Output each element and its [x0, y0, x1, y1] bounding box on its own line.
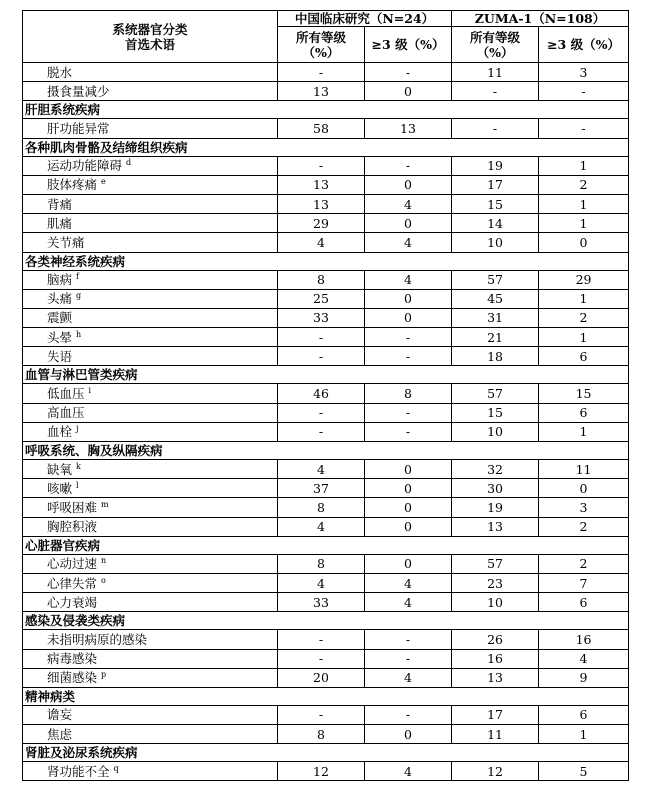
table-row: [23, 194, 629, 213]
preferred-term-cell: [23, 705, 278, 724]
preferred-term-cell: [23, 649, 278, 668]
china-grade3-cell: 0: [365, 725, 452, 744]
footnote-marker: g: [76, 291, 82, 301]
preferred-term-cell: [23, 422, 278, 441]
table-row: [23, 762, 629, 781]
adverse-events-table-page: [22, 10, 628, 781]
zuma-grade3-cell: 5: [539, 762, 629, 781]
system-organ-class-row: [23, 744, 629, 762]
zuma-all-grades-cell: 14: [452, 214, 539, 233]
zuma-grade3-cell: 1: [539, 214, 629, 233]
zuma-all-grades-cell: 10: [452, 593, 539, 612]
china-all-grades-cell: -: [278, 422, 365, 441]
preferred-term-cell: [23, 233, 278, 252]
china-grade3-cell: 0: [365, 498, 452, 517]
zuma-grade3-cell: 1: [539, 289, 629, 308]
preferred-term: 震颤: [47, 310, 73, 326]
preferred-term: 心力衰竭: [47, 594, 98, 610]
footnote-marker: m: [101, 499, 109, 509]
zuma-grade3-cell: 1: [539, 328, 629, 347]
footnote-marker: k: [76, 461, 81, 471]
zuma-grade3-cell: 6: [539, 403, 629, 422]
china-grade3-cell: -: [365, 422, 452, 441]
preferred-term-cell: [23, 725, 278, 744]
china-grade3-cell: 0: [365, 214, 452, 233]
preferred-term-cell: [23, 593, 278, 612]
preferred-term: 未指明病原的感染: [47, 631, 148, 647]
table-row: [23, 289, 629, 308]
china-grade3-cell: -: [365, 328, 452, 347]
header-zuma-grade3: ≥3 级（%）: [539, 27, 629, 63]
preferred-term: 心律失常: [47, 575, 98, 591]
system-organ-class-row: [23, 612, 629, 630]
table-row: [23, 460, 629, 479]
table-row: [23, 270, 629, 289]
system-organ-class-label: 肝胆系统疾病: [23, 101, 629, 119]
china-all-grades-cell: 4: [278, 460, 365, 479]
china-grade3-cell: -: [365, 705, 452, 724]
zuma-all-grades-cell: 45: [452, 289, 539, 308]
zuma-grade3-cell: 1: [539, 156, 629, 175]
china-all-grades-cell: 8: [278, 725, 365, 744]
system-organ-class-row: [23, 101, 629, 119]
zuma-all-grades-cell: -: [452, 82, 539, 101]
preferred-term-cell: [23, 119, 278, 138]
header-china-study: 中国临床研究（N=24）: [278, 11, 452, 27]
system-organ-class-label: 血管与淋巴管类疾病: [23, 366, 629, 384]
preferred-term: 低血压: [47, 386, 85, 402]
zuma-all-grades-cell: 16: [452, 649, 539, 668]
footnote-marker: n: [101, 556, 107, 566]
china-all-grades-cell: 12: [278, 762, 365, 781]
zuma-all-grades-cell: 18: [452, 347, 539, 366]
table-row: [23, 593, 629, 612]
china-grade3-cell: 4: [365, 270, 452, 289]
china-all-grades-cell: -: [278, 63, 365, 82]
table-row: [23, 668, 629, 687]
zuma-all-grades-cell: 32: [452, 460, 539, 479]
zuma-grade3-cell: 0: [539, 479, 629, 498]
header-term-label: 首选术语: [124, 36, 175, 52]
zuma-all-grades-cell: 31: [452, 308, 539, 327]
header-zuma1-study: ZUMA-1（N=108）: [452, 11, 629, 27]
china-grade3-cell: 4: [365, 762, 452, 781]
preferred-term: 胸腔积液: [47, 519, 98, 535]
zuma-grade3-cell: 0: [539, 233, 629, 252]
table-row: [23, 119, 629, 138]
footnote-marker: l: [76, 480, 79, 490]
header-system-term: [23, 11, 278, 63]
preferred-term-cell: [23, 384, 278, 403]
system-organ-class-row: [23, 442, 629, 460]
footnote-marker: q: [113, 763, 119, 773]
preferred-term: 背痛: [47, 196, 73, 212]
china-all-grades-cell: 13: [278, 175, 365, 194]
china-grade3-cell: 0: [365, 479, 452, 498]
zuma-all-grades-cell: 10: [452, 422, 539, 441]
system-organ-class-label: 呼吸系统、胸及纵隔疾病: [23, 442, 629, 460]
preferred-term: 脑病: [47, 272, 73, 288]
china-all-grades-cell: 33: [278, 593, 365, 612]
china-all-grades-cell: 29: [278, 214, 365, 233]
table-row: [23, 156, 629, 175]
china-grade3-cell: 13: [365, 119, 452, 138]
preferred-term-cell: [23, 347, 278, 366]
china-all-grades-cell: 4: [278, 517, 365, 536]
zuma-all-grades-cell: 11: [452, 63, 539, 82]
table-row: [23, 347, 629, 366]
china-grade3-cell: 0: [365, 308, 452, 327]
china-all-grades-cell: 58: [278, 119, 365, 138]
footnote-marker: p: [101, 670, 107, 680]
system-organ-class-label: 心脏器官疾病: [23, 536, 629, 554]
china-all-grades-cell: 4: [278, 233, 365, 252]
system-organ-class-label: 各类神经系统疾病: [23, 252, 629, 270]
preferred-term-cell: [23, 194, 278, 213]
zuma-grade3-cell: -: [539, 82, 629, 101]
table-row: [23, 384, 629, 403]
zuma-grade3-cell: 1: [539, 422, 629, 441]
china-grade3-cell: -: [365, 347, 452, 366]
china-all-grades-cell: 46: [278, 384, 365, 403]
table-row: [23, 82, 629, 101]
table-row: [23, 498, 629, 517]
preferred-term-cell: [23, 175, 278, 194]
china-all-grades-cell: 13: [278, 194, 365, 213]
zuma-grade3-cell: 2: [539, 517, 629, 536]
preferred-term: 肌痛: [47, 215, 73, 231]
preferred-term: 脱水: [47, 64, 73, 80]
zuma-all-grades-cell: 57: [452, 270, 539, 289]
preferred-term: 高血压: [47, 405, 85, 421]
zuma-grade3-cell: 3: [539, 63, 629, 82]
system-organ-class-label: 肾脏及泌尿系统疾病: [23, 744, 629, 762]
china-all-grades-cell: 20: [278, 668, 365, 687]
preferred-term-cell: [23, 479, 278, 498]
china-grade3-cell: 0: [365, 460, 452, 479]
system-organ-class-label: 各种肌肉骨骼及结缔组织疾病: [23, 138, 629, 156]
china-grade3-cell: 4: [365, 573, 452, 592]
preferred-term-cell: [23, 328, 278, 347]
china-all-grades-cell: -: [278, 649, 365, 668]
table-row: [23, 705, 629, 724]
zuma-grade3-cell: 6: [539, 593, 629, 612]
table-row: [23, 554, 629, 573]
china-grade3-cell: 0: [365, 517, 452, 536]
header-china-all-grades: [278, 27, 365, 63]
preferred-term: 肝功能异常: [47, 120, 110, 136]
preferred-term-cell: [23, 63, 278, 82]
preferred-term: 肢体疼痛: [47, 177, 98, 193]
preferred-term-cell: [23, 289, 278, 308]
preferred-term: 心动过速: [47, 556, 98, 572]
footnote-marker: o: [101, 575, 106, 585]
table-row: [23, 63, 629, 82]
china-grade3-cell: -: [365, 630, 452, 649]
zuma-grade3-cell: 2: [539, 175, 629, 194]
preferred-term: 咳嗽: [47, 480, 73, 496]
china-all-grades-cell: -: [278, 328, 365, 347]
preferred-term: 摄食量减少: [47, 83, 110, 99]
china-grade3-cell: 0: [365, 554, 452, 573]
system-organ-class-row: [23, 138, 629, 156]
footnote-marker: f: [76, 271, 79, 281]
system-organ-class-label: 精神病类: [23, 687, 629, 705]
china-all-grades-cell: 8: [278, 270, 365, 289]
zuma-grade3-cell: 2: [539, 308, 629, 327]
table-row: [23, 214, 629, 233]
preferred-term-cell: [23, 156, 278, 175]
china-all-grades-cell: -: [278, 705, 365, 724]
table-body: [23, 63, 629, 781]
adverse-events-table: [22, 10, 629, 781]
zuma-all-grades-cell: 30: [452, 479, 539, 498]
zuma-grade3-cell: 16: [539, 630, 629, 649]
preferred-term-cell: [23, 270, 278, 289]
preferred-term: 缺氧: [47, 461, 73, 477]
preferred-term: 失语: [47, 348, 73, 364]
china-all-grades-cell: 33: [278, 308, 365, 327]
header-zuma-all-grades: [452, 27, 539, 63]
china-all-grades-cell: -: [278, 630, 365, 649]
system-organ-class-row: [23, 252, 629, 270]
footnote-marker: d: [126, 158, 132, 167]
zuma-all-grades-cell: 21: [452, 328, 539, 347]
china-grade3-cell: 4: [365, 194, 452, 213]
china-grade3-cell: -: [365, 649, 452, 668]
china-grade3-cell: 0: [365, 175, 452, 194]
china-all-grades-cell: -: [278, 347, 365, 366]
preferred-term-cell: [23, 498, 278, 517]
zuma-grade3-cell: 4: [539, 649, 629, 668]
preferred-term-cell: [23, 308, 278, 327]
zuma-grade3-cell: 15: [539, 384, 629, 403]
preferred-term: 头晕: [47, 329, 73, 345]
china-grade3-cell: 4: [365, 593, 452, 612]
table-row: [23, 630, 629, 649]
china-grade3-cell: 4: [365, 668, 452, 687]
zuma-grade3-cell: 3: [539, 498, 629, 517]
table-row: [23, 175, 629, 194]
zuma-all-grades-cell: 17: [452, 705, 539, 724]
zuma-grade3-cell: 6: [539, 347, 629, 366]
preferred-term: 运动功能障碍: [47, 158, 123, 174]
preferred-term-cell: [23, 82, 278, 101]
table-row: [23, 649, 629, 668]
preferred-term-cell: [23, 460, 278, 479]
zuma-grade3-cell: -: [539, 119, 629, 138]
all-grades-line1: 所有等级: [295, 29, 346, 45]
zuma-grade3-cell: 1: [539, 194, 629, 213]
footnote-marker: h: [76, 329, 82, 339]
zuma-grade3-cell: 11: [539, 460, 629, 479]
zuma-all-grades-cell: 17: [452, 175, 539, 194]
zuma-grade3-cell: 6: [539, 705, 629, 724]
preferred-term: 焦虑: [47, 726, 73, 742]
zuma-all-grades-cell: 11: [452, 725, 539, 744]
china-grade3-cell: -: [365, 403, 452, 422]
china-all-grades-cell: 13: [278, 82, 365, 101]
china-all-grades-cell: 37: [278, 479, 365, 498]
table-row: [23, 479, 629, 498]
table-row: [23, 573, 629, 592]
preferred-term-cell: [23, 668, 278, 687]
table-row: [23, 517, 629, 536]
header-system-label: 系统器官分类: [112, 21, 188, 37]
zuma-all-grades-cell: 10: [452, 233, 539, 252]
zuma-all-grades-cell: 13: [452, 668, 539, 687]
china-all-grades-cell: -: [278, 403, 365, 422]
system-organ-class-row: [23, 687, 629, 705]
zuma-all-grades-cell: 12: [452, 762, 539, 781]
china-grade3-cell: -: [365, 63, 452, 82]
china-all-grades-cell: -: [278, 156, 365, 175]
zuma-all-grades-cell: 57: [452, 554, 539, 573]
preferred-term-cell: [23, 762, 278, 781]
china-grade3-cell: 4: [365, 233, 452, 252]
table-row: [23, 403, 629, 422]
footnote-marker: e: [101, 177, 106, 187]
zuma-all-grades-cell: 19: [452, 498, 539, 517]
china-all-grades-cell: 8: [278, 554, 365, 573]
zuma-all-grades-cell: 26: [452, 630, 539, 649]
zuma-all-grades-cell: 23: [452, 573, 539, 592]
preferred-term: 肾功能不全: [47, 763, 110, 779]
table-row: [23, 233, 629, 252]
footnote-marker: i: [88, 385, 92, 395]
china-grade3-cell: 8: [365, 384, 452, 403]
china-all-grades-cell: 25: [278, 289, 365, 308]
preferred-term: 血栓: [47, 424, 73, 440]
footnote-marker: j: [76, 424, 79, 434]
header-china-grade3: ≥3 级（%）: [365, 27, 452, 63]
zuma-all-grades-cell: 15: [452, 403, 539, 422]
preferred-term: 呼吸困难: [47, 499, 98, 515]
all-grades-line2: （%）: [302, 44, 340, 60]
preferred-term: 头痛: [47, 291, 73, 307]
preferred-term-cell: [23, 573, 278, 592]
system-organ-class-row: [23, 536, 629, 554]
preferred-term-cell: [23, 517, 278, 536]
zuma-grade3-cell: 9: [539, 668, 629, 687]
table-row: [23, 308, 629, 327]
zuma-all-grades-cell: 57: [452, 384, 539, 403]
system-organ-class-row: [23, 366, 629, 384]
preferred-term-cell: [23, 554, 278, 573]
preferred-term: 病毒感染: [47, 651, 98, 667]
zuma-all-grades-cell: 19: [452, 156, 539, 175]
preferred-term-cell: [23, 403, 278, 422]
preferred-term-cell: [23, 630, 278, 649]
zuma-all-grades-cell: 13: [452, 517, 539, 536]
zuma-grade3-cell: 29: [539, 270, 629, 289]
china-all-grades-cell: 8: [278, 498, 365, 517]
all-grades-line2: （%）: [476, 44, 514, 60]
table-row: [23, 422, 629, 441]
zuma-all-grades-cell: 15: [452, 194, 539, 213]
preferred-term: 细菌感染: [47, 670, 98, 686]
preferred-term: 谵妄: [47, 707, 73, 723]
china-all-grades-cell: 4: [278, 573, 365, 592]
preferred-term-cell: [23, 214, 278, 233]
table-row: [23, 328, 629, 347]
preferred-term: 关节痛: [47, 234, 85, 250]
zuma-grade3-cell: 2: [539, 554, 629, 573]
system-organ-class-label: 感染及侵袭类疾病: [23, 612, 629, 630]
zuma-all-grades-cell: -: [452, 119, 539, 138]
zuma-grade3-cell: 1: [539, 725, 629, 744]
china-grade3-cell: -: [365, 156, 452, 175]
china-grade3-cell: 0: [365, 82, 452, 101]
zuma-grade3-cell: 7: [539, 573, 629, 592]
all-grades-line1: 所有等级: [470, 29, 521, 45]
table-row: [23, 725, 629, 744]
china-grade3-cell: 0: [365, 289, 452, 308]
